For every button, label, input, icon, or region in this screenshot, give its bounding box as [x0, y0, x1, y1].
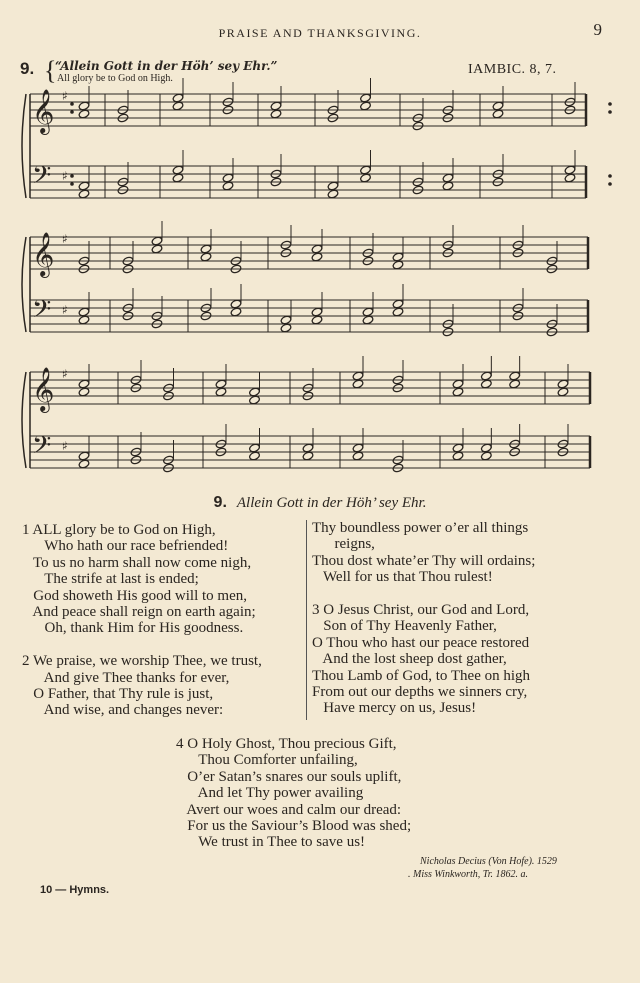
note-head — [452, 387, 464, 397]
tune-brace: { — [44, 56, 57, 85]
note-head — [78, 189, 90, 199]
system-bracket — [22, 94, 26, 198]
note-head — [557, 387, 569, 397]
note-head — [362, 307, 374, 317]
tune-hymn-number: 9. — [20, 59, 35, 78]
note-head — [78, 181, 90, 191]
note-head — [172, 93, 184, 103]
note-head — [302, 443, 314, 453]
note-head — [311, 252, 323, 262]
note-head — [352, 443, 364, 453]
note-head — [509, 371, 521, 381]
repeat-dot — [608, 110, 612, 114]
note-head — [480, 371, 492, 381]
note-head — [172, 173, 184, 183]
note-head — [78, 307, 90, 317]
note-head — [360, 93, 372, 103]
note-head — [200, 252, 212, 262]
note-head — [280, 315, 292, 325]
repeat-dot — [608, 182, 612, 186]
note-head — [200, 244, 212, 254]
sharp-sign: ♯ — [62, 439, 68, 453]
note-head — [151, 236, 163, 246]
tune-english-first-line: All glory be to God on High. — [57, 73, 173, 84]
note-head — [78, 109, 90, 119]
note-head — [311, 244, 323, 254]
note-head — [151, 244, 163, 254]
system-bracket — [22, 372, 26, 468]
bass-clef: 𝄢 — [32, 161, 52, 196]
note-head — [172, 101, 184, 111]
author-credit: Nicholas Decius (Von Hofe). 1529 — [420, 856, 557, 867]
note-head — [480, 443, 492, 453]
note-head — [230, 299, 242, 309]
hymn-heading-title: Allein Gott in der Höh’ sey Ehr. — [236, 495, 427, 511]
note-head — [215, 387, 227, 397]
note-head — [360, 165, 372, 175]
treble-clef: 𝄞 — [32, 367, 55, 411]
tune-meter: IAMBIC. 8, 7. — [468, 62, 557, 77]
note-head — [392, 252, 404, 262]
repeat-dot — [608, 174, 612, 178]
note-head — [352, 379, 364, 389]
note-head — [78, 379, 90, 389]
translator-credit: . Miss Winkworth, Tr. 1862. a. — [408, 869, 529, 880]
treble-clef: 𝄞 — [32, 232, 55, 276]
page-number: 9 — [593, 20, 602, 39]
note-head — [249, 387, 261, 397]
sharp-sign: ♯ — [62, 89, 68, 103]
note-head — [78, 459, 90, 469]
note-head — [360, 101, 372, 111]
bass-clef: 𝄢 — [32, 295, 52, 330]
repeat-dot — [608, 102, 612, 106]
music-score — [0, 0, 640, 490]
note-head — [442, 181, 454, 191]
note-head — [249, 451, 261, 461]
note-head — [564, 173, 576, 183]
hymn-heading-number: 9. — [213, 494, 227, 511]
note-head — [302, 451, 314, 461]
note-head — [327, 189, 339, 199]
note-head — [360, 173, 372, 183]
note-head — [492, 101, 504, 111]
note-head — [362, 315, 374, 325]
hymn-heading — [0, 494, 640, 512]
note-head — [270, 101, 282, 111]
repeat-dot — [70, 110, 74, 114]
sharp-sign: ♯ — [62, 232, 68, 246]
note-head — [311, 307, 323, 317]
note-head — [492, 109, 504, 119]
note-head — [452, 443, 464, 453]
treble-clef: 𝄞 — [32, 89, 55, 133]
note-head — [78, 101, 90, 111]
note-head — [78, 387, 90, 397]
note-head — [249, 443, 261, 453]
sharp-sign: ♯ — [62, 367, 68, 381]
sharp-sign: ♯ — [62, 303, 68, 317]
repeat-dot — [70, 182, 74, 186]
note-head — [392, 307, 404, 317]
bass-clef: 𝄢 — [32, 431, 52, 466]
footer-signature: 10 — Hymns. — [40, 884, 110, 896]
note-head — [78, 315, 90, 325]
note-head — [311, 315, 323, 325]
repeat-dot — [70, 102, 74, 106]
sharp-sign: ♯ — [62, 169, 68, 183]
note-head — [452, 379, 464, 389]
note-head — [352, 451, 364, 461]
note-head — [392, 260, 404, 270]
note-head — [480, 379, 492, 389]
note-head — [442, 173, 454, 183]
running-head: PRAISE AND THANKSGIVING. — [218, 26, 422, 40]
note-head — [249, 395, 261, 405]
repeat-dot — [70, 174, 74, 178]
note-head — [352, 371, 364, 381]
note-head — [509, 379, 521, 389]
note-head — [270, 109, 282, 119]
note-head — [557, 379, 569, 389]
note-head — [327, 181, 339, 191]
note-head — [480, 451, 492, 461]
verses-right-column: Thy boundless power o’er all things reigns, Thou dost whate’er Thy will ordains; Well for us that Thou rulest! 3 O Jesus Christ, our God and Lord, Son of Thy Heavenly Father, O Thou who hast our peace restored And the lost sheep dost gather, Thou Lamb of God, to Thee on high From out our depths we sinners cry, Have mercy on us, Jesus! — [312, 520, 536, 717]
tune-german-title: “Allein Gott in der Höh’ sey Ehr.” — [55, 59, 278, 73]
note-head — [452, 451, 464, 461]
note-head — [564, 165, 576, 175]
note-head — [222, 181, 234, 191]
verses-left-column: 1 ALL glory be to God on High, Who hath our race befriended! To us no harm shall now come nigh, The strife at last is ended; God showeth His good will to men, And peace shall reign on earth again; Oh, thank Him for His goodness. 2 We praise, we worship Thee, we trust, And give Thee thanks for ever, O Father, that Thy rule is just, And wise, and changes never: — [22, 522, 262, 719]
note-head — [280, 323, 292, 333]
note-head — [222, 173, 234, 183]
note-head — [78, 451, 90, 461]
note-head — [392, 299, 404, 309]
system-bracket — [22, 237, 26, 332]
note-head — [230, 307, 242, 317]
note-head — [215, 379, 227, 389]
note-head — [172, 165, 184, 175]
column-divider — [306, 520, 307, 720]
verse-four: 4 O Holy Ghost, Thou precious Gift, Thou Comforter unfailing, O’er Satan’s snares our souls uplift, And let Thy power availing Avert our woes and calm our dread: For us the Saviour’s Blood was shed; We trust in Thee to save us! — [176, 736, 412, 851]
